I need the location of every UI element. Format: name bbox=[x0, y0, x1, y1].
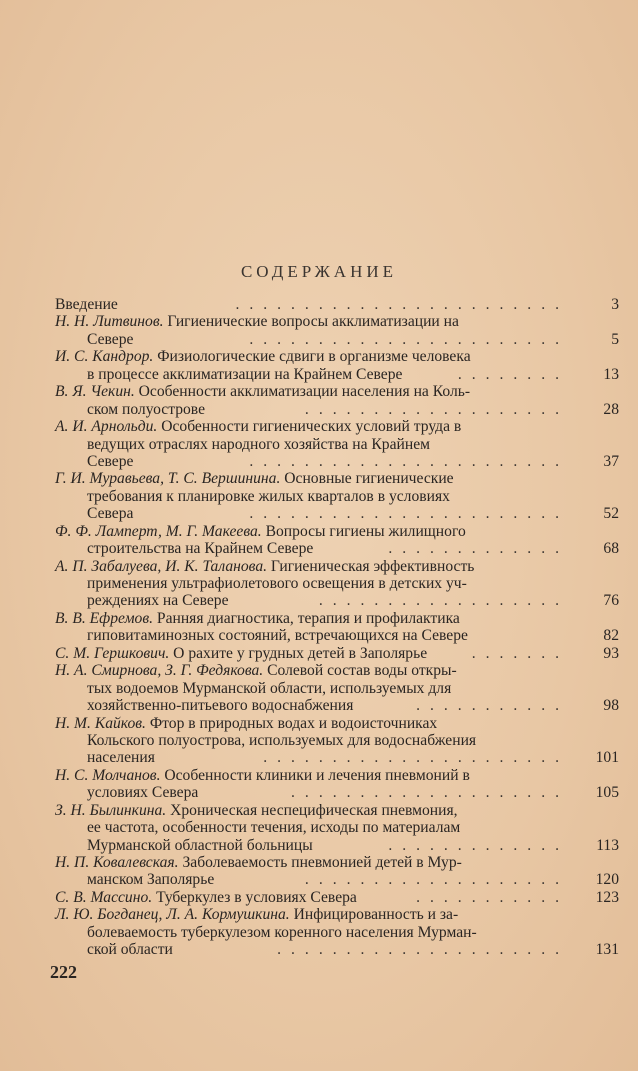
toc-line bbox=[55, 505, 619, 522]
toc-line bbox=[55, 854, 619, 871]
toc-page-number: 93 bbox=[603, 644, 619, 662]
toc-line bbox=[55, 436, 619, 453]
toc-title-text: Солевой состав воды откры- bbox=[263, 662, 457, 680]
toc-page-number: 5 bbox=[611, 330, 619, 348]
toc-title-text: Туберкулез в условиях Севера bbox=[152, 888, 357, 906]
toc-line bbox=[55, 749, 619, 766]
toc-page-number: 13 bbox=[603, 365, 619, 383]
toc-title-text: Введение bbox=[55, 296, 118, 313]
toc-author: З. Н. Былинкина. bbox=[55, 801, 167, 819]
toc-title-text: Особенности акклиматизации населения на Коль- bbox=[134, 383, 471, 401]
toc-author: И. С. Кандрор. bbox=[55, 348, 154, 366]
toc-leader-dots: ........ bbox=[457, 365, 569, 383]
toc-leader-dots: ...................... bbox=[263, 749, 569, 767]
toc-title-text: строительства на Крайнем Севере bbox=[87, 540, 314, 558]
toc-author: Ф. Ф. Ламперт, М. Г. Макеева. bbox=[55, 522, 262, 540]
toc-line bbox=[55, 453, 619, 470]
toc-title-text: тых водоемов Мурманской области, используемых для bbox=[87, 679, 452, 697]
toc-title-text: ской области bbox=[87, 941, 173, 959]
toc-page-number: 101 bbox=[595, 749, 619, 767]
toc-title-text: Кольского полуострова, используемых для водоснабжения bbox=[87, 731, 477, 749]
toc-author: Г. И. Муравьева, Т. С. Вершинина. bbox=[55, 470, 281, 488]
toc-title-text: ском полуострове bbox=[87, 400, 205, 418]
toc-line bbox=[55, 680, 619, 697]
toc-leader-dots: .................... bbox=[291, 784, 569, 802]
toc-page-number: 37 bbox=[603, 452, 619, 470]
toc-title-text: Особенности клиники и лечения пневмоний в bbox=[160, 766, 470, 784]
toc-leader-dots: ........... bbox=[416, 697, 569, 715]
toc-author: Н. С. Молчанов. bbox=[55, 766, 161, 784]
toc-title-text: Севера bbox=[87, 505, 134, 523]
toc-page-number: 131 bbox=[595, 941, 619, 959]
toc-leader-dots: ........................ bbox=[235, 296, 569, 313]
toc-title-text: Заболеваемость пневмонией детей в Мур- bbox=[178, 854, 462, 871]
toc-page-number: 120 bbox=[595, 871, 619, 889]
toc-page-number: 76 bbox=[603, 592, 619, 610]
toc-line bbox=[55, 697, 619, 714]
table-of-contents bbox=[55, 296, 619, 959]
toc-line bbox=[55, 627, 619, 644]
toc-page-number: 82 bbox=[603, 627, 619, 645]
toc-title-text: Севере bbox=[87, 330, 134, 348]
toc-leader-dots: ........... bbox=[416, 888, 569, 906]
toc-page-number: 98 bbox=[603, 697, 619, 715]
toc-leader-dots: ............. bbox=[388, 836, 569, 854]
toc-author: Н. Н. Литвинов. bbox=[55, 313, 164, 331]
toc-author: Л. Ю. Богданец, Л. А. Кормушкина. bbox=[55, 906, 290, 924]
page-title: СОДЕРЖАНИЕ bbox=[240, 262, 398, 281]
toc-author: А. И. Арнольди. bbox=[55, 418, 158, 436]
toc-line bbox=[55, 558, 619, 575]
toc-title-text: Гигиенические вопросы акклиматизации на bbox=[163, 313, 459, 331]
page-number: 222 bbox=[50, 962, 77, 982]
toc-line bbox=[55, 366, 619, 383]
toc-title-text: гиповитаминозных состояний, встречающихся на Севере bbox=[87, 627, 468, 645]
toc-author: Н. А. Смирнова, З. Г. Федякова. bbox=[55, 662, 264, 680]
toc-line bbox=[55, 906, 619, 923]
toc-line bbox=[55, 802, 619, 819]
toc-page-number: 123 bbox=[595, 888, 619, 906]
toc-title-text: Основные гигиенические bbox=[280, 470, 454, 488]
toc-title-text: реждениях на Севере bbox=[87, 592, 229, 610]
toc-line bbox=[55, 941, 619, 958]
toc-author: С. В. Массино. bbox=[55, 888, 153, 906]
toc-title-text: условиях Севера bbox=[87, 784, 199, 802]
toc-title-text: хозяйственно-питьевого водоснабжения bbox=[87, 697, 354, 715]
toc-line bbox=[55, 383, 619, 400]
toc-title-text: О рахите у грудных детей в Заполярье bbox=[169, 644, 428, 662]
toc-title-text: Особенности гигиенических условий труда в bbox=[157, 418, 462, 436]
toc-line bbox=[55, 837, 619, 854]
toc-line bbox=[55, 401, 619, 418]
toc-line bbox=[55, 592, 619, 609]
toc-author: Н. П. Ковалевская. bbox=[55, 854, 179, 871]
toc-leader-dots: ..................... bbox=[277, 941, 569, 959]
toc-line bbox=[55, 348, 619, 365]
toc-line bbox=[55, 540, 619, 557]
toc-author: А. П. Забалуева, И. К. Таланова. bbox=[55, 557, 268, 575]
toc-page-number: 52 bbox=[603, 505, 619, 523]
toc-line bbox=[55, 871, 619, 888]
toc-title-text: манском Заполярье bbox=[87, 871, 215, 889]
toc-line bbox=[55, 418, 619, 435]
toc-title-text: болеваемость туберкулезом коренного населения Мурман- bbox=[87, 923, 477, 941]
toc-line bbox=[55, 889, 619, 906]
toc-line bbox=[55, 313, 619, 330]
toc-leader-dots: ....... bbox=[471, 644, 569, 662]
toc-title-text: Севере bbox=[87, 452, 134, 470]
toc-title-text: населения bbox=[87, 749, 155, 767]
toc-page-number: 3 bbox=[611, 296, 619, 313]
toc-leader-dots: ................... bbox=[304, 871, 569, 889]
toc-title-text: Мурманской областной больницы bbox=[87, 836, 313, 854]
toc-page-number: 68 bbox=[603, 540, 619, 558]
toc-leader-dots: ....................... bbox=[249, 505, 569, 523]
toc-title-text: ведущих отраслях народного хозяйства на Крайнем bbox=[87, 435, 430, 453]
toc-author: В. Я. Чекин. bbox=[55, 383, 135, 401]
toc-line bbox=[55, 575, 619, 592]
toc-title-text: применения ультрафиолетового освещения в детских уч- bbox=[87, 575, 467, 592]
toc-line bbox=[55, 924, 619, 941]
toc-line bbox=[55, 296, 619, 313]
toc-author: С. М. Гершкович. bbox=[55, 644, 170, 662]
toc-line bbox=[55, 610, 619, 627]
toc-leader-dots: ....................... bbox=[249, 452, 569, 470]
toc-title-text: Фтор в природных водах и водоисточниках bbox=[145, 714, 438, 732]
toc-title-text: в процессе акклиматизации на Крайнем Севере bbox=[87, 365, 403, 383]
toc-leader-dots: ............. bbox=[388, 540, 569, 558]
toc-line bbox=[55, 715, 619, 732]
toc-line bbox=[55, 470, 619, 487]
toc-line bbox=[55, 767, 619, 784]
toc-line bbox=[55, 645, 619, 662]
toc-leader-dots: ....................... bbox=[249, 330, 569, 348]
toc-page-number: 113 bbox=[596, 836, 619, 854]
toc-title-text: Физиологические сдвиги в организме человека bbox=[153, 348, 471, 366]
toc-line bbox=[55, 331, 619, 348]
toc-title-text: Вопросы гигиены жилищного bbox=[261, 522, 466, 540]
toc-title-text: Ранняя диагностика, терапия и профилактика bbox=[153, 609, 460, 627]
toc-title-text: требования к планировке жилых кварталов в условиях bbox=[87, 487, 450, 505]
toc-author: Н. М. Кайков. bbox=[55, 714, 146, 732]
toc-title-text: ее частота, особенности течения, исходы по материалам bbox=[87, 819, 461, 837]
toc-line bbox=[55, 819, 619, 836]
toc-page-number: 105 bbox=[595, 784, 619, 802]
toc-title-text: Гигиеническая эффективность bbox=[267, 557, 475, 575]
toc-title-text: Хроническая неспецифическая пневмония, bbox=[166, 801, 458, 819]
toc-line bbox=[55, 732, 619, 749]
toc-page-number: 28 bbox=[603, 400, 619, 418]
toc-leader-dots: .................. bbox=[318, 592, 569, 610]
toc-author: В. В. Ефремов. bbox=[55, 609, 153, 627]
toc-line bbox=[55, 488, 619, 505]
toc-line bbox=[55, 784, 619, 801]
toc-line bbox=[55, 523, 619, 540]
toc-line bbox=[55, 662, 619, 679]
toc-leader-dots: ................... bbox=[304, 400, 569, 418]
toc-title-text: Инфицированность и за- bbox=[289, 906, 459, 924]
